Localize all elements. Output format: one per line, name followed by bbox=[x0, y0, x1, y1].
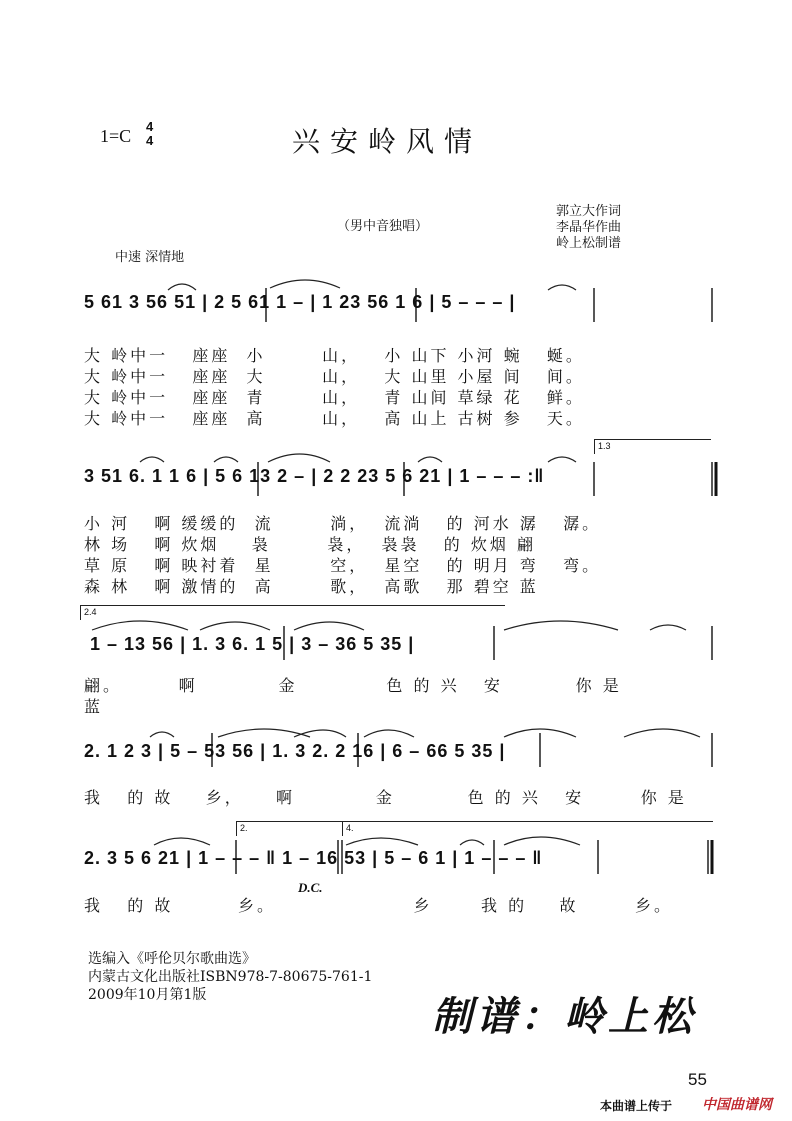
time-signature-top: 4 bbox=[146, 119, 154, 134]
lyricist-credit: 郭立大作词 bbox=[556, 204, 622, 219]
lyric-line: 我 的 故 乡。 乡 我 的 故 乡。 bbox=[84, 896, 674, 915]
lyric-line: 翩。 啊 金 色 的 兴 安 你 是 bbox=[84, 676, 622, 695]
lyric-line: 蓝 bbox=[84, 697, 104, 716]
performance-note: （男中音独唱） bbox=[337, 219, 429, 234]
lyric-line: 小 河 啊 缓缓的 流 淌， 流淌 的 河水 潺 潺。 bbox=[84, 514, 602, 533]
composer-credit: 李晶华作曲 bbox=[556, 220, 622, 235]
lyric-line: 林 场 啊 炊烟 袅 袅， 袅袅 的 炊烟 翩 bbox=[84, 535, 536, 554]
time-signature-bottom: 4 bbox=[146, 133, 154, 148]
lyric-line: 大 岭中一 座座 高 山， 高 山上 古树 参 天。 bbox=[84, 409, 585, 428]
song-title: 兴安岭风情 bbox=[292, 125, 483, 158]
volta-bracket: 2. bbox=[236, 821, 343, 836]
notation-line-2: 3 51 6. 1 1 6 | 5 6 13 2 – | 2 2 23 5 6 21 | 1 – – – :‖ bbox=[84, 466, 545, 486]
lyric-line: 我 的 故 乡， 啊 金 色 的 兴 安 你 是 bbox=[84, 788, 687, 807]
lyric-line: 大 岭中一 座座 大 山， 大 山里 小屋 间 间。 bbox=[84, 367, 585, 386]
transcriber-credit: 岭上松制谱 bbox=[556, 236, 622, 251]
edition-note: 2009年10月第1版 bbox=[88, 987, 207, 1003]
tempo-marking: 中速 深情地 bbox=[115, 250, 185, 265]
da-capo-marking: D.C. bbox=[298, 880, 323, 895]
page-number: 55 bbox=[688, 1070, 707, 1089]
lyric-line: 大 岭中一 座座 小 山， 小 山下 小河 蜿 蜒。 bbox=[84, 346, 585, 365]
volta-bracket: 2.4 bbox=[80, 605, 505, 620]
lyric-line: 草 原 啊 映衬着 星 空， 星空 的 明月 弯 弯。 bbox=[84, 556, 602, 575]
transcriber-signature: 制谱：岭上松 bbox=[432, 993, 696, 1040]
key-signature: 1=C bbox=[100, 126, 132, 146]
publisher-note: 内蒙古文化出版社ISBN978-7-80675-761-1 bbox=[88, 969, 373, 985]
lyric-line: 森 林 啊 激情的 高 歌， 高歌 那 碧空 蓝 bbox=[84, 577, 539, 596]
brand-logo[interactable]: 中国曲谱网 bbox=[702, 1097, 772, 1113]
notation-line-5: 2. 3 5 6 21 | 1 – – – ‖ 1 – 16 53 | 5 – 6 1 | 1 – – – ‖ bbox=[84, 848, 543, 868]
volta-bracket: 1.3 bbox=[594, 439, 711, 454]
source-note: 选编入《呼伦贝尔歌曲选》 bbox=[88, 951, 256, 967]
volta-bracket: 4. bbox=[342, 821, 713, 836]
upload-note: 本曲谱上传于 bbox=[600, 1099, 673, 1113]
notation-line-4: 2. 1 2 3 | 5 – 53 56 | 1. 3 2. 2 16 | 6 – 66 5 35 | bbox=[84, 741, 506, 761]
notation-line-1: 5 61 3 56 51 | 2 5 61 1 – | 1 23 56 1 6 | 5 – – – | bbox=[84, 292, 516, 312]
lyric-line: 大 岭中一 座座 青 山， 青 山间 草绿 花 鲜。 bbox=[84, 388, 585, 407]
notation-line-3: 1 – 13 56 | 1. 3 6. 1 5 | 3 – 36 5 35 | bbox=[90, 634, 415, 654]
